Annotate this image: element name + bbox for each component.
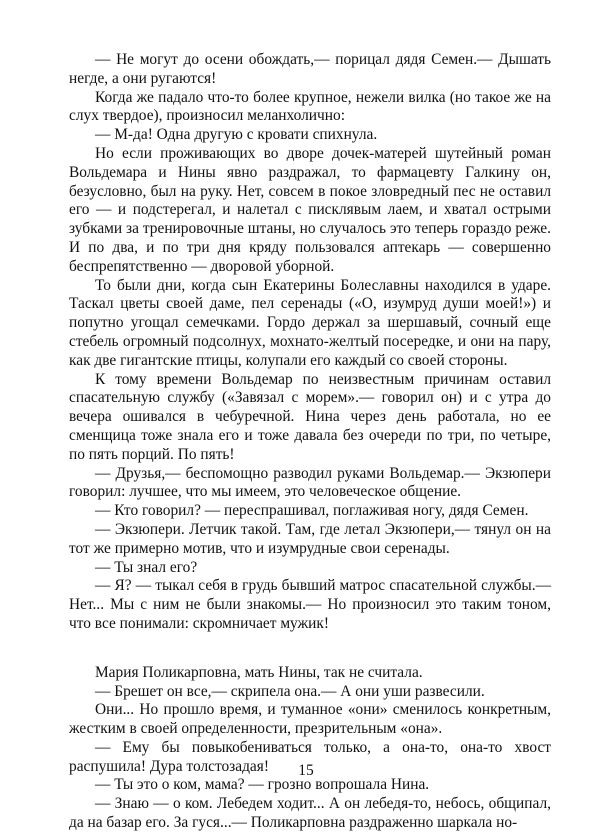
- paragraph: — Друзья,— беспомощно разводил руками Вольдемар.— Экзюпери говорил: лучшее, что мы имеем, это человеческое общение.: [69, 464, 551, 501]
- paragraph: Когда же падало что-то более крупное, нежели вилка (но такое же на слух твердое), произносил меланхолично:: [69, 88, 551, 125]
- paragraph: — Брешет он все,— скрипела она.— А они уши развесили.: [95, 682, 485, 700]
- section-break: [69, 634, 551, 664]
- paragraph: Но если проживающих во дворе дочек-матерей шутейный роман Вольдемара и Нины явно раздражал, то фармацевту Галкину он, безусловно, был на руку. Нет, совсем в покое зловредный пес не оставил его — и подстерегал, и налетал с писклявым лаем, и хватал острыми зубками за тренировочные штаны, но случалось это теперь гораздо реже. И по два, и по три дня кряду пользовался аптекарь — совершенно беспрепятственно — дворовой уборной.: [69, 144, 551, 275]
- paragraph: — М-да! Одна другую с кровати спихнула.: [95, 126, 378, 144]
- page-number: 15: [298, 762, 314, 779]
- text-column: [69, 51, 551, 833]
- paragraph: — Я? — тыкал себя в грудь бывший матрос спасательной службы.— Нет... Мы с ним не были знакомы.— Но произносил это таким тоном, что все понимали: скромничает мужик!: [69, 577, 551, 632]
- paragraph: — Не могут до осени обождать,— порицал дядя Семен.— Дышать негде, а они ругаются!: [69, 51, 551, 87]
- paragraph: — Ему бы повыкобениваться только, а она-то, она-то хвост распушила! Дура толстозадая!: [69, 738, 551, 775]
- paragraph: К тому времени Вольдемар по неизвестным причинам оставил спасательную службу («Завязал с морем».— говорил он) и с утра до вечера ошивался в чебуречной. Нина через день работала, но ее сменщица тоже знала его и тоже давала без очереди по три, по четыре, по пять порций. По пять!: [69, 370, 551, 463]
- paragraph: Они... Но прошло время, и туманное «они» сменилось конкретным, жестким в своей определенности, презрительным «она».: [69, 701, 551, 738]
- paragraph: Мария Поликарповна, мать Нины, так не считала.: [95, 663, 423, 681]
- paragraph: — Ты это о ком, мама? — грозно вопрошала Нина.: [95, 776, 430, 794]
- paragraph: То были дни, когда сын Екатерины Болеславны находился в ударе. Таскал цветы своей даме, пел серенады («О, изумруд души моей!») и попутно угощал семечками. Гордо держал за шершавый, сочный еще стебель огромный подсолнух, мохнато-желтый посередке, и они на пару, как две гигантские птицы, колупали его каждый со своей стороны.: [69, 276, 551, 369]
- paragraph: — Знаю — о ком. Лебедем ходит... А он лебедя-то, небось, общипал, да на базар его. За гуся...— Поликарповна раздраженно шаркала но-: [69, 795, 551, 832]
- paragraph: — Экзюпери. Летчик такой. Там, где летал Экзюпери,— тянул он на тот же примерно мотив, что и изумрудные свои серенады.: [69, 520, 551, 557]
- paragraph: — Кто говорил? — переспрашивал, поглаживая ногу, дядя Семен.: [95, 502, 529, 520]
- paragraph: — Ты знал его?: [95, 558, 198, 576]
